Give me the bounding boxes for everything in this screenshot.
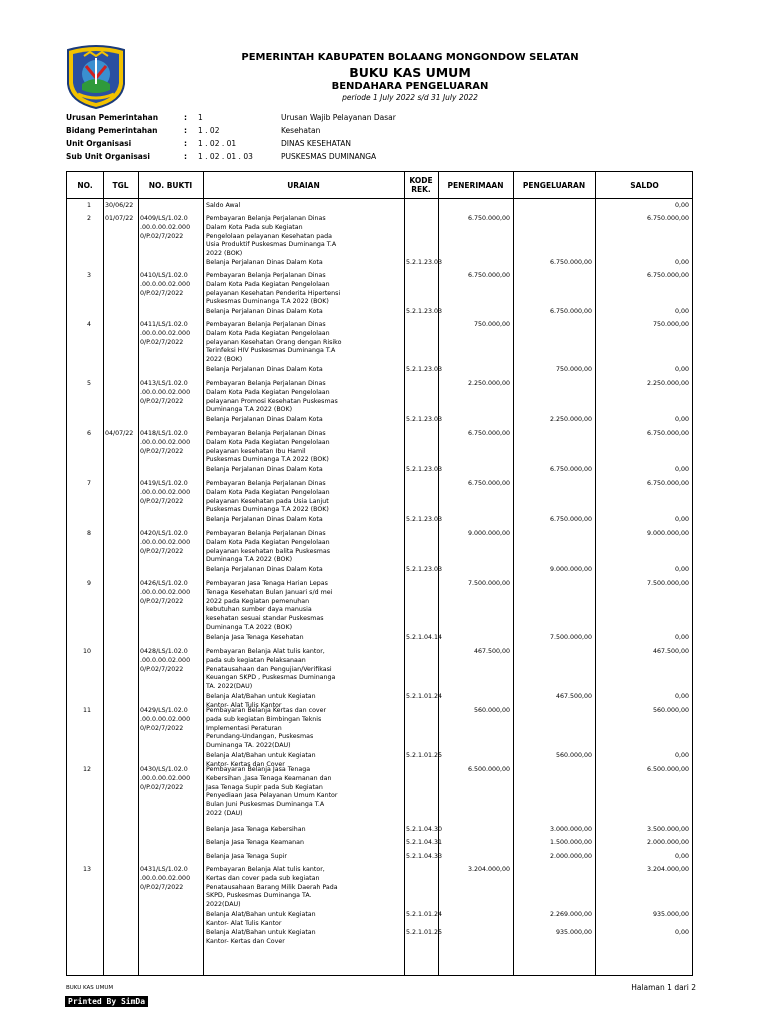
cell-uraian: Belanja Alat/Bahan untuk Kegiatan [206, 693, 316, 700]
cell-uraian: Usia Produktif Puskesmas Duminanga T.A [206, 241, 337, 249]
cell-saldo: 467.500,00 [652, 648, 689, 655]
cell-saldo: 0,00 [674, 566, 689, 573]
cell-uraian: Terinfeksi HIV Puskesmas Duminanga T.A [206, 347, 336, 355]
info-name: Kesehatan [281, 126, 321, 135]
cell-uraian: 2022 (DAU) [206, 810, 243, 817]
info-name: PUSKESMAS DUMINANGA [281, 152, 377, 161]
cell-uraian: Puskesmas Duminanga T.A 2022 (BOK) [206, 456, 329, 464]
cell-uraian: Duminanga T.A 2022 (BOK) [206, 556, 293, 564]
cell-no-bukti: 0/P.02/7/2022 [140, 783, 184, 791]
info-code: 1 . 02 . 01 [198, 139, 237, 148]
cell-uraian: Pembayaran Belanja Alat tulis kantor, [206, 648, 325, 655]
column-divider [203, 172, 204, 975]
cell-saldo: 9.000.000,00 [646, 530, 689, 537]
info-label: Bidang Pemerintahan [66, 126, 158, 135]
cell-uraian: Pembayaran Belanja Perjalanan Dinas [206, 215, 326, 222]
cell-uraian: Belanja Perjalanan Dinas Dalam Kota [206, 516, 323, 523]
cell-no-bukti: 0/P.02/7/2022 [140, 232, 184, 240]
cell-uraian: Belanja Jasa Tenaga Keamanan [206, 839, 304, 846]
col-header-tgl: TGL [112, 180, 129, 190]
cell-uraian: Duminanga T.A 2022 (BOK) [206, 624, 293, 631]
cell-uraian: Penatausahaan Barang Milik Daerah Pada [206, 883, 338, 891]
cell-uraian: Dalam Kota Pada sub Kegiatan [206, 223, 303, 231]
column-divider [103, 172, 104, 975]
cell-uraian: Pembayaran Belanja Perjalanan Dinas [206, 272, 326, 279]
cell-no-bukti: .00.0.00.02.000 [140, 438, 191, 446]
cell-tgl: 01/07/22 [105, 215, 134, 222]
cell-penerimaan: 467.500,00 [473, 648, 510, 655]
cell-kode-rek: 5.2.1.23.03 [406, 259, 443, 266]
cell-no-bukti: 0411/LS/1.02.0 [140, 321, 188, 328]
cell-saldo: 0,00 [674, 929, 689, 936]
cell-no-bukti: .00.0.00.02.000 [140, 280, 191, 288]
cell-pengeluaran: 750.000,00 [555, 366, 592, 373]
cell-no-bukti: 0/P.02/7/2022 [140, 447, 184, 455]
cell-uraian: 2022 (BOK) [206, 250, 243, 258]
cell-uraian: Perundang-Undangan, Puskesmas [206, 733, 314, 741]
cell-uraian: Pembayaran Belanja Perjalanan Dinas [206, 380, 326, 387]
cell-no-bukti: 0/P.02/7/2022 [140, 724, 184, 732]
cell-no-bukti: 0426/LS/1.02.0 [140, 580, 188, 587]
cell-kode-rek: 5.2.1.01.25 [406, 929, 443, 936]
info-colon: : [184, 139, 187, 148]
info-row [66, 126, 466, 136]
cell-no-bukti: .00.0.00.02.000 [140, 388, 191, 396]
cell-uraian: Penatausahaan dan Pengujian/Verifikasi [206, 665, 332, 673]
cell-uraian: pelayanan kesehatan balita Puskesmas [206, 547, 331, 555]
cell-uraian: Dalam Kota Pada Kegiatan Pengelolaan [206, 538, 330, 546]
cell-pengeluaran: 9.000.000,00 [549, 566, 592, 573]
cell-no-bukti: 0429/LS/1.02.0 [140, 707, 188, 714]
info-label: Urusan Pemerintahan [66, 113, 159, 122]
government-title: PEMERINTAH KABUPATEN BOLAANG MONGONDOW SELATAN [241, 52, 579, 63]
regency-emblem-logo [64, 44, 128, 110]
cell-no-bukti: 0/P.02/7/2022 [140, 497, 184, 505]
printed-by-stamp: Printed By SimDa [65, 996, 148, 1007]
cell-saldo: 0,00 [674, 693, 689, 700]
cell-uraian: Pembayaran Belanja Perjalanan Dinas [206, 321, 326, 328]
cell-uraian: Belanja Jasa Tenaga Supir [206, 853, 287, 860]
cell-no: 9 [86, 580, 91, 587]
cell-uraian: 2022(DAU) [206, 901, 241, 909]
cell-uraian: Belanja Perjalanan Dinas Dalam Kota [206, 259, 323, 266]
cell-kode-rek: 5.2.1.04.30 [406, 826, 443, 833]
info-label: Unit Organisasi [66, 139, 132, 148]
document-subtitle: BENDAHARA PENGELUARAN [331, 81, 489, 92]
col-header-uraian: URAIAN [287, 180, 320, 190]
cell-saldo: 0,00 [674, 259, 689, 266]
cell-uraian: Kebersihan ,Jasa Tenaga Keamanan dan [206, 774, 332, 782]
cell-kode-rek: 5.2.1.04.14 [406, 634, 443, 641]
cell-uraian: pada sub kegiatan Pelaksanaan [206, 656, 306, 664]
col-header-no-bukti: NO. BUKTI [148, 180, 193, 190]
cell-pengeluaran: 935.000,00 [555, 929, 592, 936]
info-colon: : [184, 152, 187, 161]
footer-doc-name: BUKU KAS UMUM [66, 985, 114, 991]
column-divider [404, 172, 405, 975]
cell-uraian: 2022 (BOK) [206, 356, 243, 364]
info-name: Urusan Wajib Pelayanan Dasar [281, 113, 396, 122]
cell-saldo: 0,00 [674, 202, 689, 209]
cell-penerimaan: 9.000.000,00 [467, 530, 510, 537]
cell-no-bukti: 0420/LS/1.02.0 [140, 530, 188, 537]
cell-kode-rek: 5.2.1.04.31 [406, 839, 443, 846]
cell-uraian: Puskesmas Duminanga T.A 2022 (BOK) [206, 506, 329, 514]
cell-kode-rek: 5.2.1.01.24 [406, 693, 443, 700]
cell-no: 3 [86, 272, 91, 279]
cell-uraian: TA. 2022(DAU) [206, 683, 253, 691]
cell-pengeluaran: 560.000,00 [555, 752, 592, 759]
cell-saldo: 0,00 [674, 853, 689, 860]
cell-saldo: 2.250.000,00 [646, 380, 689, 387]
cell-uraian: kesehatan sesuai standar Puskesmas [206, 615, 324, 623]
cell-uraian: Penyediaan Jasa Pelayanan Umum Kantor [206, 792, 338, 800]
cell-saldo: 6.750.000,00 [646, 215, 689, 222]
cell-saldo: 0,00 [674, 634, 689, 641]
cell-no: 1 [86, 202, 91, 209]
col-header-penerimaan: PENERIMAAN [447, 180, 504, 190]
cell-saldo: 3.204.000,00 [646, 866, 689, 873]
cell-penerimaan: 7.500.000,00 [467, 580, 510, 587]
cell-no: 10 [82, 648, 91, 655]
info-row [66, 139, 466, 149]
cell-uraian: pelayanan Kesehatan pada Usia Lanjut [206, 497, 329, 505]
cell-no: 2 [86, 215, 91, 222]
cell-saldo: 750.000,00 [652, 321, 689, 328]
cell-saldo: 0,00 [674, 516, 689, 523]
cell-no-bukti: 0430/LS/1.02.0 [140, 766, 188, 773]
cell-saldo: 3.500.000,00 [646, 826, 689, 833]
cell-no-bukti: 0/P.02/7/2022 [140, 547, 184, 555]
cell-uraian: Belanja Alat/Bahan untuk Kegiatan [206, 752, 316, 759]
cell-saldo: 0,00 [674, 366, 689, 373]
cell-uraian: Belanja Perjalanan Dinas Dalam Kota [206, 566, 323, 573]
document-title: BUKU KAS UMUM [349, 65, 471, 80]
cell-penerimaan: 3.204.000,00 [467, 866, 510, 873]
cell-no: 4 [86, 321, 91, 328]
cell-no-bukti: 0/P.02/7/2022 [140, 665, 184, 673]
cell-pengeluaran: 6.750.000,00 [549, 259, 592, 266]
cell-no-bukti: 0428/LS/1.02.0 [140, 648, 188, 655]
cell-uraian: Dalam Kota Pada Kegiatan Pengelolaan [206, 488, 330, 496]
cell-penerimaan: 6.750.000,00 [467, 430, 510, 437]
cell-uraian: pelayanan Kesehatan Penderita Hipertensi [206, 289, 341, 297]
cell-no-bukti: .00.0.00.02.000 [140, 874, 191, 882]
cell-no-bukti: 0413/LS/1.02.0 [140, 380, 188, 387]
cell-uraian: Implementasi Peraturan [206, 724, 282, 732]
cell-no-bukti: 0419/LS/1.02.0 [140, 480, 188, 487]
cell-uraian: Pembayaran Belanja Jasa Tenaga [206, 766, 311, 773]
cell-kode-rek: 5.2.1.23.03 [406, 366, 443, 373]
cell-uraian: Pembayaran Belanja Perjalanan Dinas [206, 430, 326, 437]
cell-penerimaan: 560.000,00 [473, 707, 510, 714]
cell-tgl: 30/06/22 [105, 202, 134, 209]
cell-uraian: Pembayaran Belanja Perjalanan Dinas [206, 480, 326, 487]
cell-penerimaan: 6.750.000,00 [467, 215, 510, 222]
cell-uraian: Belanja Alat/Bahan untuk Kegiatan [206, 929, 316, 936]
cell-no-bukti: .00.0.00.02.000 [140, 588, 191, 596]
cell-no-bukti: .00.0.00.02.000 [140, 223, 191, 231]
info-row [66, 113, 466, 123]
cell-uraian: Bulan Juni Puskesmas Duminanga T.A [206, 801, 325, 809]
cell-penerimaan: 6.500.000,00 [467, 766, 510, 773]
cell-pengeluaran: 1.500.000,00 [549, 839, 592, 846]
cell-uraian: Duminanga TA. 2022(DAU) [206, 742, 291, 750]
cell-uraian: pada sub kegiatan Bimbingan Teknis [206, 715, 322, 723]
cell-no-bukti: 0/P.02/7/2022 [140, 883, 184, 891]
cell-saldo: 0,00 [674, 416, 689, 423]
cell-pengeluaran: 2.269.000,00 [549, 911, 592, 918]
cell-no-bukti: 0/P.02/7/2022 [140, 289, 184, 297]
cell-saldo: 6.750.000,00 [646, 430, 689, 437]
cell-uraian: Puskesmas Duminanga T.A 2022 (BOK) [206, 298, 329, 306]
cell-saldo: 560.000,00 [652, 707, 689, 714]
cell-no-bukti: .00.0.00.02.000 [140, 488, 191, 496]
cell-pengeluaran: 2.250.000,00 [549, 416, 592, 423]
cell-no-bukti: .00.0.00.02.000 [140, 774, 191, 782]
cell-uraian: Belanja Jasa Tenaga Kesehatan [206, 634, 304, 641]
cell-saldo: 0,00 [674, 466, 689, 473]
cell-kode-rek: 5.2.1.04.33 [406, 853, 443, 860]
cell-uraian: Pembayaran Belanja Kertas dan cover [206, 707, 327, 714]
column-divider [138, 172, 139, 975]
cell-saldo: 6.500.000,00 [646, 766, 689, 773]
cell-pengeluaran: 467.500,00 [555, 693, 592, 700]
cell-pengeluaran: 6.750.000,00 [549, 516, 592, 523]
cell-penerimaan: 750.000,00 [473, 321, 510, 328]
column-divider [513, 172, 514, 975]
cell-no: 7 [86, 480, 91, 487]
page-number: Halaman 1 dari 2 [631, 983, 696, 992]
info-label: Sub Unit Organisasi [66, 152, 150, 161]
cell-no-bukti: 0/P.02/7/2022 [140, 397, 184, 405]
cell-uraian: Kertas dan cover pada sub kegiatan [206, 874, 320, 882]
cell-saldo: 7.500.000,00 [646, 580, 689, 587]
cell-saldo: 6.750.000,00 [646, 272, 689, 279]
cell-no-bukti: .00.0.00.02.000 [140, 538, 191, 546]
cell-uraian: Belanja Perjalanan Dinas Dalam Kota [206, 466, 323, 473]
info-name: DINAS KESEHATAN [281, 139, 351, 148]
cell-uraian: SKPD, Puskesmas Duminanga TA. [206, 892, 312, 900]
cell-saldo: 0,00 [674, 752, 689, 759]
cell-saldo: 6.750.000,00 [646, 480, 689, 487]
cell-kode-rek: 5.2.1.01.25 [406, 752, 443, 759]
col-header-kode-rek: KODE REK. [409, 176, 433, 194]
cell-pengeluaran: 6.750.000,00 [549, 466, 592, 473]
cell-uraian: Duminanga T.A 2022 (BOK) [206, 406, 293, 414]
cell-no: 6 [86, 430, 91, 437]
cell-uraian: Pembayaran Jasa Tenaga Harian Lepas [206, 580, 328, 587]
cell-kode-rek: 5.2.1.23.03 [406, 466, 443, 473]
cell-saldo: 935.000,00 [652, 911, 689, 918]
info-code: 1 [198, 113, 203, 122]
cell-uraian: Pengelolaan pelayanan Kesehatan pada [206, 232, 333, 240]
cell-tgl: 04/07/22 [105, 430, 134, 437]
cell-uraian: Dalam Kota Pada Kegiatan Pengelolaan [206, 329, 330, 337]
cell-uraian: Belanja Alat/Bahan untuk Kegiatan [206, 911, 316, 918]
cell-uraian: Belanja Perjalanan Dinas Dalam Kota [206, 366, 323, 373]
cell-no-bukti: 0431/LS/1.02.0 [140, 866, 188, 873]
cell-uraian: Belanja Perjalanan Dinas Dalam Kota [206, 308, 323, 315]
cell-uraian: Kantor- Alat Tulis Kantor [206, 919, 282, 927]
cell-saldo: 2.000.000,00 [646, 839, 689, 846]
cell-pengeluaran: 2.000.000,00 [549, 853, 592, 860]
cell-saldo: 0,00 [674, 308, 689, 315]
period-text: periode 1 July 2022 s/d 31 July 2022 [342, 93, 478, 102]
cell-uraian: Pembayaran Belanja Alat tulis kantor, [206, 866, 325, 873]
cell-uraian: kebutuhan sumber daya manusia [206, 606, 312, 614]
cell-uraian: Dalam Kota Pada Kegiatan Pengelolaan [206, 438, 330, 446]
cell-no: 11 [82, 707, 91, 714]
cell-uraian: Kantor- Alat Tulis Kantor [206, 701, 282, 709]
cell-uraian: Tenaga Kesehatan Bulan Januari s/d mei [206, 588, 333, 596]
col-header-pengeluaran: PENGELUARAN [522, 180, 586, 190]
cell-uraian: pelayanan kesehatan Ibu Hamil [206, 447, 306, 455]
cell-uraian: Kantor- Kertas dan Cover [206, 760, 285, 768]
cash-ledger-table [66, 171, 693, 976]
info-code: 1 . 02 [198, 126, 220, 135]
info-row [66, 152, 466, 162]
cell-no-bukti: .00.0.00.02.000 [140, 656, 191, 664]
cell-pengeluaran: 6.750.000,00 [549, 308, 592, 315]
cell-kode-rek: 5.2.1.23.03 [406, 566, 443, 573]
cell-penerimaan: 6.750.000,00 [467, 480, 510, 487]
cell-uraian: Belanja Perjalanan Dinas Dalam Kota [206, 416, 323, 423]
cell-pengeluaran: 7.500.000,00 [549, 634, 592, 641]
cell-uraian: Belanja Jasa Tenaga Kebersihan [206, 826, 306, 833]
cell-uraian: pelayanan Promosi Kesehatan Puskesmas [206, 397, 338, 405]
cell-kode-rek: 5.2.1.23.03 [406, 308, 443, 315]
cell-uraian: Kantor- Kertas dan Cover [206, 937, 285, 945]
cell-uraian: Dalam Kota Pada Kegiatan Pengelolaan [206, 388, 330, 396]
cell-no-bukti: .00.0.00.02.000 [140, 715, 191, 723]
info-colon: : [184, 126, 187, 135]
cell-kode-rek: 5.2.1.23.03 [406, 416, 443, 423]
cell-no: 12 [82, 766, 91, 773]
cell-kode-rek: 5.2.1.23.03 [406, 516, 443, 523]
cell-no-bukti: 0409/LS/1.02.0 [140, 215, 188, 222]
cell-no-bukti: 0/P.02/7/2022 [140, 597, 184, 605]
info-colon: : [184, 113, 187, 122]
cell-no: 5 [86, 380, 91, 387]
cell-uraian: Saldo Awal [206, 202, 241, 209]
cell-uraian: 2022 pada Kegiatan pemenuhan [206, 597, 310, 605]
cell-no: 13 [82, 866, 91, 873]
col-header-saldo: SALDO [630, 180, 659, 190]
cell-no-bukti: 0/P.02/7/2022 [140, 338, 184, 346]
cell-no-bukti: 0410/LS/1.02.0 [140, 272, 188, 279]
column-divider [595, 172, 596, 975]
cell-uraian: Pembayaran Belanja Perjalanan Dinas [206, 530, 326, 537]
cell-penerimaan: 6.750.000,00 [467, 272, 510, 279]
header-divider [67, 198, 692, 199]
info-code: 1 . 02 . 01 . 03 [198, 152, 253, 161]
cell-uraian: pelayanan Kesehatan Orang dengan Risiko [206, 338, 342, 346]
cell-kode-rek: 5.2.1.01.24 [406, 911, 443, 918]
cell-no-bukti: .00.0.00.02.000 [140, 329, 191, 337]
cell-penerimaan: 2.250.000,00 [467, 380, 510, 387]
cell-pengeluaran: 3.000.000,00 [549, 826, 592, 833]
cell-uraian: Dalam Kota Pada Kegiatan Pengelolaan [206, 280, 330, 288]
cell-uraian: Jasa Tenaga Supir pada Sub Kegiatan [206, 783, 323, 791]
cell-uraian: Keuangan SKPD , Puskesmas Duminanga [206, 674, 336, 682]
cell-no: 8 [86, 530, 91, 537]
col-header-no: NO. [77, 180, 93, 190]
cell-no-bukti: 0418/LS/1.02.0 [140, 430, 188, 437]
